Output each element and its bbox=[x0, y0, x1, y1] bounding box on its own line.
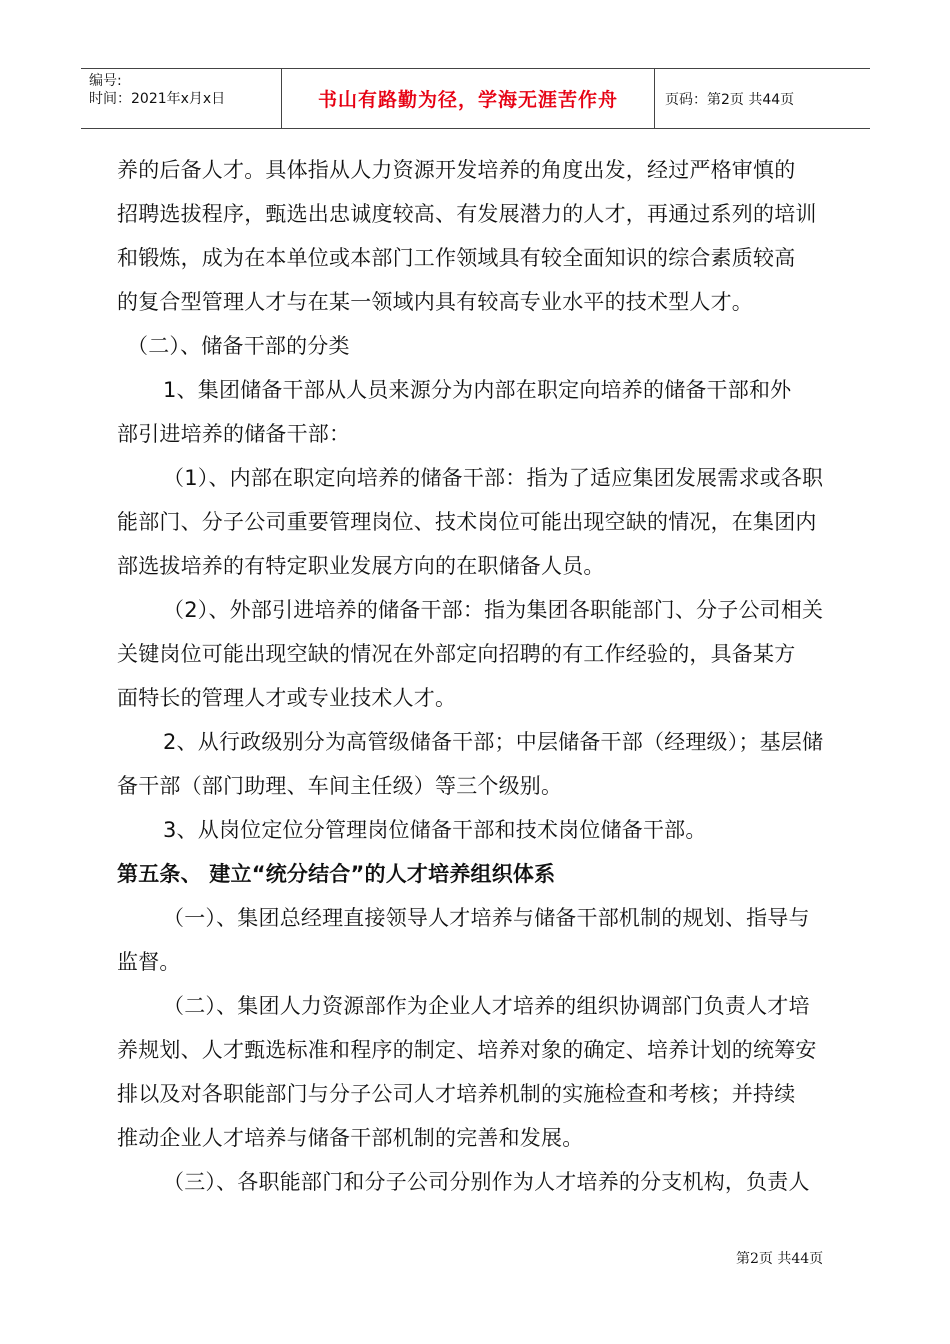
body-line: （三）、各职能部门和分子公司分别作为人才培养的分支机构，负责人 bbox=[163, 1170, 810, 1194]
document-body bbox=[117, 148, 837, 1204]
header-page-cell bbox=[655, 69, 870, 128]
body-line: 养的后备人才。具体指从人力资源开发培养的角度出发，经过严格审慎的 bbox=[117, 158, 796, 182]
body-line: 养规划、人才甄选标准和程序的制定、培养对象的确定、培养计划的统筹安 bbox=[117, 1038, 817, 1062]
body-line: 备干部（部门助理、车间主任级）等三个级别。 bbox=[117, 774, 563, 798]
body-line: 部引进培养的储备干部： bbox=[117, 422, 351, 446]
code-label: 编号: bbox=[89, 73, 122, 89]
body-line: 面特长的管理人才或专业技术人才。 bbox=[117, 686, 457, 710]
body-line: 能部门、分子公司重要管理岗位、技术岗位可能出现空缺的情况，在集团内 bbox=[117, 510, 817, 534]
body-line: 部选拔培养的有特定职业发展方向的在职储备人员。 bbox=[117, 554, 605, 578]
body-line: 2、从行政级别分为高管级储备干部；中层储备干部（经理级）；基层储 bbox=[163, 730, 824, 754]
body-line: （1）、内部在职定向培养的储备干部：指为了适应集团发展需求或各职 bbox=[163, 466, 824, 490]
article-heading: 第五条、 建立“统分结合”的人才培养组织体系 bbox=[117, 862, 556, 886]
page-header bbox=[81, 68, 870, 129]
body-line: 招聘选拔程序，甄选出忠诚度较高、有发展潜力的人才，再通过系列的培训 bbox=[117, 202, 817, 226]
body-line: 关键岗位可能出现空缺的情况在外部定向招聘的有工作经验的，具备某方 bbox=[117, 642, 796, 666]
header-page-info: 页码：第2页 共44页 bbox=[665, 91, 795, 108]
header-motto-cell bbox=[282, 69, 655, 128]
section-subheading: （二）、储备干部的分类 bbox=[127, 334, 350, 358]
body-line: 和锻炼，成为在本单位或本部门工作领域具有较全面知识的综合素质较高 bbox=[117, 246, 796, 270]
header-meta-cell bbox=[81, 69, 282, 128]
body-line: 的复合型管理人才与在某一领域内具有较高专业水平的技术型人才。 bbox=[117, 290, 753, 314]
body-line: （一）、集团总经理直接领导人才培养与储备干部机制的规划、指导与 bbox=[163, 906, 810, 930]
body-line: 3、从岗位定位分管理岗位储备干部和技术岗位储备干部。 bbox=[163, 818, 707, 842]
body-line: 推动企业人才培养与储备干部机制的完善和发展。 bbox=[117, 1126, 584, 1150]
body-line: 排以及对各职能部门与分子公司人才培养机制的实施检查和考核；并持续 bbox=[117, 1082, 796, 1106]
body-line: （二）、集团人力资源部作为企业人才培养的组织协调部门负责人才培 bbox=[163, 994, 810, 1018]
motto-text: 书山有路勤为径，学海无涯苦作舟 bbox=[317, 89, 618, 111]
body-line: 1、集团储备干部从人员来源分为内部在职定向培养的储备干部和外 bbox=[163, 378, 792, 402]
body-line: 监督。 bbox=[117, 950, 181, 974]
body-line: （2）、外部引进培养的储备干部：指为集团各职能部门、分子公司相关 bbox=[163, 598, 824, 622]
page-footer: 第2页 共44页 bbox=[736, 1251, 824, 1267]
date-label: 时间：2021年x月x日 bbox=[89, 91, 226, 107]
